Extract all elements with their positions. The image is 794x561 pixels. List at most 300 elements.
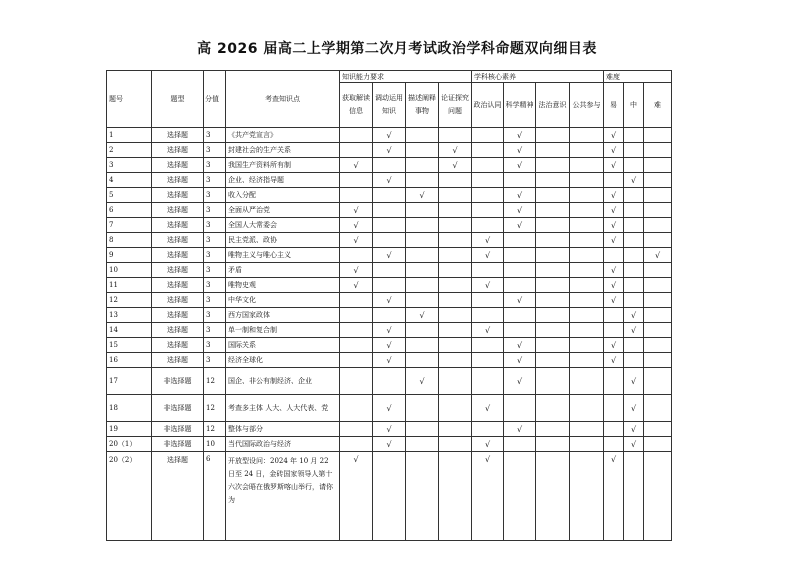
empty-cell xyxy=(624,293,644,308)
empty-cell xyxy=(536,308,570,323)
table-row xyxy=(107,395,672,422)
table-row xyxy=(107,218,672,233)
empty-cell xyxy=(536,263,570,278)
knowledge-point: 封建社会的生产关系 xyxy=(226,143,340,158)
empty-cell xyxy=(536,143,570,158)
question-type: 非选择题 xyxy=(152,368,204,395)
empty-cell xyxy=(373,188,406,203)
check-mark-cell: √ xyxy=(624,368,644,395)
empty-cell xyxy=(644,422,672,437)
empty-cell xyxy=(340,248,373,263)
empty-cell xyxy=(570,323,604,338)
empty-cell xyxy=(536,188,570,203)
empty-cell xyxy=(439,437,472,452)
empty-cell xyxy=(644,128,672,143)
question-type: 非选择题 xyxy=(152,422,204,437)
empty-cell xyxy=(604,308,624,323)
empty-cell xyxy=(406,278,439,293)
check-mark-cell: √ xyxy=(472,323,504,338)
check-mark-cell: √ xyxy=(624,308,644,323)
question-number: 12 xyxy=(107,293,152,308)
empty-cell xyxy=(604,395,624,422)
knowledge-point: 国际关系 xyxy=(226,338,340,353)
knowledge-point: 整体与部分 xyxy=(226,422,340,437)
empty-cell xyxy=(536,323,570,338)
empty-cell xyxy=(340,368,373,395)
empty-cell xyxy=(570,293,604,308)
check-mark-cell: √ xyxy=(604,188,624,203)
check-mark-cell: √ xyxy=(604,452,624,541)
question-type: 选择题 xyxy=(152,248,204,263)
header-difficulty-medium: 中 xyxy=(624,83,644,128)
check-mark-cell: √ xyxy=(604,278,624,293)
empty-cell xyxy=(472,218,504,233)
knowledge-point: 我国生产资料所有制 xyxy=(226,158,340,173)
empty-cell xyxy=(340,188,373,203)
check-mark-cell: √ xyxy=(340,278,373,293)
check-mark-cell: √ xyxy=(504,188,536,203)
empty-cell xyxy=(536,203,570,218)
header-ability-1: 获取解读信息 xyxy=(340,83,373,128)
empty-cell xyxy=(604,422,624,437)
spec-table-body xyxy=(107,128,672,541)
page-title: 高 2026 届高二上学期第二次月考试政治学科命题双向细目表 xyxy=(197,41,597,57)
question-type: 选择题 xyxy=(152,143,204,158)
empty-cell xyxy=(536,437,570,452)
empty-cell xyxy=(570,203,604,218)
question-score: 12 xyxy=(204,395,226,422)
header-literacy-2: 科学精神 xyxy=(504,83,536,128)
empty-cell xyxy=(536,233,570,248)
question-score: 3 xyxy=(204,308,226,323)
empty-cell xyxy=(536,173,570,188)
empty-cell xyxy=(472,158,504,173)
check-mark-cell: √ xyxy=(624,422,644,437)
table-row xyxy=(107,293,672,308)
check-mark-cell: √ xyxy=(406,188,439,203)
empty-cell xyxy=(624,278,644,293)
empty-cell xyxy=(373,218,406,233)
question-number: 17 xyxy=(107,368,152,395)
check-mark-cell: √ xyxy=(604,293,624,308)
check-mark-cell: √ xyxy=(472,437,504,452)
table-row xyxy=(107,248,672,263)
question-type: 非选择题 xyxy=(152,395,204,422)
question-score: 3 xyxy=(204,143,226,158)
check-mark-cell: √ xyxy=(472,248,504,263)
header-literacy-1: 政治认同 xyxy=(472,83,504,128)
question-type: 选择题 xyxy=(152,233,204,248)
knowledge-point: 当代国际政治与经济 xyxy=(226,437,340,452)
empty-cell xyxy=(472,203,504,218)
question-number: 18 xyxy=(107,395,152,422)
check-mark-cell: √ xyxy=(340,218,373,233)
check-mark-cell: √ xyxy=(604,263,624,278)
empty-cell xyxy=(536,368,570,395)
empty-cell xyxy=(644,263,672,278)
question-type: 选择题 xyxy=(152,128,204,143)
question-type: 选择题 xyxy=(152,173,204,188)
empty-cell xyxy=(406,395,439,422)
check-mark-cell: √ xyxy=(340,263,373,278)
empty-cell xyxy=(570,368,604,395)
empty-cell xyxy=(536,248,570,263)
empty-cell xyxy=(439,218,472,233)
empty-cell xyxy=(439,203,472,218)
knowledge-point: 全面从严治党 xyxy=(226,203,340,218)
empty-cell xyxy=(570,338,604,353)
empty-cell xyxy=(439,293,472,308)
question-score: 6 xyxy=(204,452,226,541)
knowledge-point: 经济全球化 xyxy=(226,353,340,368)
empty-cell xyxy=(536,353,570,368)
check-mark-cell: √ xyxy=(472,278,504,293)
check-mark-cell: √ xyxy=(624,437,644,452)
header-ability-2: 调动运用知识 xyxy=(373,83,406,128)
question-score: 3 xyxy=(204,338,226,353)
empty-cell xyxy=(536,278,570,293)
check-mark-cell: √ xyxy=(373,143,406,158)
empty-cell xyxy=(624,203,644,218)
empty-cell xyxy=(644,338,672,353)
question-number: 11 xyxy=(107,278,152,293)
question-score: 3 xyxy=(204,173,226,188)
empty-cell xyxy=(340,422,373,437)
check-mark-cell: √ xyxy=(373,422,406,437)
empty-cell xyxy=(570,278,604,293)
empty-cell xyxy=(536,128,570,143)
header-knowledge: 考查知识点 xyxy=(226,71,340,128)
empty-cell xyxy=(570,233,604,248)
empty-cell xyxy=(644,452,672,541)
knowledge-point: 唯物主义与唯心主义 xyxy=(226,248,340,263)
empty-cell xyxy=(406,203,439,218)
table-row xyxy=(107,158,672,173)
empty-cell xyxy=(439,248,472,263)
check-mark-cell: √ xyxy=(604,143,624,158)
check-mark-cell: √ xyxy=(373,437,406,452)
header-difficulty-hard: 难 xyxy=(644,83,672,128)
empty-cell xyxy=(504,323,536,338)
question-score: 3 xyxy=(204,203,226,218)
empty-cell xyxy=(340,338,373,353)
empty-cell xyxy=(406,128,439,143)
empty-cell xyxy=(406,248,439,263)
check-mark-cell: √ xyxy=(604,353,624,368)
check-mark-cell: √ xyxy=(373,395,406,422)
check-mark-cell: √ xyxy=(373,248,406,263)
question-type: 选择题 xyxy=(152,218,204,233)
header-no: 题号 xyxy=(107,71,152,128)
check-mark-cell: √ xyxy=(604,158,624,173)
question-type: 选择题 xyxy=(152,278,204,293)
empty-cell xyxy=(644,143,672,158)
question-score: 3 xyxy=(204,188,226,203)
empty-cell xyxy=(439,278,472,293)
empty-cell xyxy=(536,293,570,308)
empty-cell xyxy=(504,437,536,452)
spec-table xyxy=(106,70,672,541)
check-mark-cell: √ xyxy=(624,323,644,338)
empty-cell xyxy=(644,395,672,422)
empty-cell xyxy=(373,233,406,248)
question-score: 10 xyxy=(204,437,226,452)
question-type: 选择题 xyxy=(152,308,204,323)
empty-cell xyxy=(439,263,472,278)
empty-cell xyxy=(439,323,472,338)
header-score: 分值 xyxy=(204,71,226,128)
empty-cell xyxy=(406,293,439,308)
check-mark-cell: √ xyxy=(504,203,536,218)
table-row xyxy=(107,128,672,143)
empty-cell xyxy=(644,353,672,368)
empty-cell xyxy=(536,395,570,422)
empty-cell xyxy=(624,452,644,541)
question-type: 选择题 xyxy=(152,338,204,353)
question-score: 12 xyxy=(204,422,226,437)
empty-cell xyxy=(472,293,504,308)
question-type: 选择题 xyxy=(152,353,204,368)
empty-cell xyxy=(439,128,472,143)
empty-cell xyxy=(373,452,406,541)
empty-cell xyxy=(340,323,373,338)
question-number: 19 xyxy=(107,422,152,437)
empty-cell xyxy=(570,422,604,437)
question-score: 3 xyxy=(204,353,226,368)
empty-cell xyxy=(604,248,624,263)
knowledge-point: 企业、经济指导题 xyxy=(226,173,340,188)
question-score: 3 xyxy=(204,128,226,143)
empty-cell xyxy=(644,173,672,188)
empty-cell xyxy=(439,188,472,203)
check-mark-cell: √ xyxy=(604,218,624,233)
empty-cell xyxy=(472,308,504,323)
check-mark-cell: √ xyxy=(504,293,536,308)
table-row xyxy=(107,422,672,437)
knowledge-point: 国企、非公有制经济、企业 xyxy=(226,368,340,395)
empty-cell xyxy=(472,188,504,203)
header-difficulty-easy: 易 xyxy=(604,83,624,128)
empty-cell xyxy=(570,188,604,203)
knowledge-point: 开放型设问：2024 年 10 月 22 日至 24 日，金砖国家领导人第十六次会晤在俄罗斯喀山举行，请你为 xyxy=(226,452,340,541)
check-mark-cell: √ xyxy=(504,338,536,353)
empty-cell xyxy=(472,173,504,188)
question-number: 5 xyxy=(107,188,152,203)
empty-cell xyxy=(406,263,439,278)
question-type: 选择题 xyxy=(152,263,204,278)
empty-cell xyxy=(604,173,624,188)
empty-cell xyxy=(624,143,644,158)
empty-cell xyxy=(624,263,644,278)
table-row xyxy=(107,452,672,541)
header-literacy-group: 学科核心素养 xyxy=(472,71,604,83)
empty-cell xyxy=(644,203,672,218)
question-number: 20（1） xyxy=(107,437,152,452)
empty-cell xyxy=(373,203,406,218)
question-type: 选择题 xyxy=(152,293,204,308)
check-mark-cell: √ xyxy=(604,128,624,143)
header-type: 题型 xyxy=(152,71,204,128)
question-number: 3 xyxy=(107,158,152,173)
check-mark-cell: √ xyxy=(604,233,624,248)
check-mark-cell: √ xyxy=(504,422,536,437)
empty-cell xyxy=(504,278,536,293)
check-mark-cell: √ xyxy=(373,293,406,308)
empty-cell xyxy=(504,308,536,323)
empty-cell xyxy=(340,353,373,368)
empty-cell xyxy=(644,218,672,233)
empty-cell xyxy=(604,323,624,338)
question-score: 3 xyxy=(204,233,226,248)
question-score: 3 xyxy=(204,323,226,338)
empty-cell xyxy=(570,248,604,263)
check-mark-cell: √ xyxy=(406,308,439,323)
knowledge-point: 单一制和复合制 xyxy=(226,323,340,338)
empty-cell xyxy=(604,368,624,395)
empty-cell xyxy=(504,233,536,248)
empty-cell xyxy=(340,293,373,308)
question-type: 选择题 xyxy=(152,323,204,338)
empty-cell xyxy=(439,368,472,395)
knowledge-point: 民主党派、政协 xyxy=(226,233,340,248)
table-row xyxy=(107,353,672,368)
question-score: 3 xyxy=(204,218,226,233)
empty-cell xyxy=(570,158,604,173)
question-number: 1 xyxy=(107,128,152,143)
empty-cell xyxy=(570,128,604,143)
empty-cell xyxy=(340,437,373,452)
question-number: 16 xyxy=(107,353,152,368)
check-mark-cell: √ xyxy=(340,203,373,218)
empty-cell xyxy=(536,218,570,233)
empty-cell xyxy=(439,353,472,368)
check-mark-cell: √ xyxy=(373,173,406,188)
empty-cell xyxy=(644,368,672,395)
empty-cell xyxy=(472,338,504,353)
empty-cell xyxy=(373,158,406,173)
empty-cell xyxy=(570,143,604,158)
check-mark-cell: √ xyxy=(604,338,624,353)
empty-cell xyxy=(604,437,624,452)
question-score: 3 xyxy=(204,158,226,173)
empty-cell xyxy=(504,173,536,188)
header-difficulty-group: 难度 xyxy=(604,71,672,83)
empty-cell xyxy=(536,158,570,173)
empty-cell xyxy=(439,422,472,437)
check-mark-cell: √ xyxy=(504,368,536,395)
empty-cell xyxy=(504,248,536,263)
question-number: 20（2） xyxy=(107,452,152,541)
table-row xyxy=(107,308,672,323)
table-row xyxy=(107,173,672,188)
check-mark-cell: √ xyxy=(373,323,406,338)
empty-cell xyxy=(570,173,604,188)
empty-cell xyxy=(406,233,439,248)
check-mark-cell: √ xyxy=(644,248,672,263)
empty-cell xyxy=(406,338,439,353)
knowledge-point: 考查多主体 人大、人大代表、党 xyxy=(226,395,340,422)
empty-cell xyxy=(644,233,672,248)
check-mark-cell: √ xyxy=(624,395,644,422)
empty-cell xyxy=(472,368,504,395)
question-score: 3 xyxy=(204,248,226,263)
empty-cell xyxy=(624,188,644,203)
check-mark-cell: √ xyxy=(504,218,536,233)
empty-cell xyxy=(570,263,604,278)
question-number: 14 xyxy=(107,323,152,338)
check-mark-cell: √ xyxy=(373,338,406,353)
empty-cell xyxy=(373,278,406,293)
empty-cell xyxy=(406,422,439,437)
empty-cell xyxy=(570,395,604,422)
header-ability-group: 知识能力要求 xyxy=(340,71,472,83)
question-number: 4 xyxy=(107,173,152,188)
empty-cell xyxy=(644,437,672,452)
header-literacy-4: 公共参与 xyxy=(570,83,604,128)
empty-cell xyxy=(644,293,672,308)
empty-cell xyxy=(644,278,672,293)
empty-cell xyxy=(439,395,472,422)
empty-cell xyxy=(406,353,439,368)
question-type: 选择题 xyxy=(152,203,204,218)
table-row xyxy=(107,278,672,293)
empty-cell xyxy=(439,173,472,188)
question-number: 15 xyxy=(107,338,152,353)
empty-cell xyxy=(504,395,536,422)
check-mark-cell: √ xyxy=(472,395,504,422)
empty-cell xyxy=(624,158,644,173)
empty-cell xyxy=(373,263,406,278)
empty-cell xyxy=(644,188,672,203)
empty-cell xyxy=(504,263,536,278)
empty-cell xyxy=(439,308,472,323)
table-row xyxy=(107,143,672,158)
empty-cell xyxy=(439,338,472,353)
empty-cell xyxy=(406,218,439,233)
question-score: 3 xyxy=(204,263,226,278)
empty-cell xyxy=(570,452,604,541)
empty-cell xyxy=(373,368,406,395)
empty-cell xyxy=(406,323,439,338)
table-row xyxy=(107,338,672,353)
empty-cell xyxy=(472,263,504,278)
empty-cell xyxy=(340,173,373,188)
empty-cell xyxy=(439,452,472,541)
check-mark-cell: √ xyxy=(439,158,472,173)
empty-cell xyxy=(472,143,504,158)
empty-cell xyxy=(406,143,439,158)
empty-cell xyxy=(472,353,504,368)
check-mark-cell: √ xyxy=(406,368,439,395)
knowledge-point: 唯物史观 xyxy=(226,278,340,293)
question-type: 非选择题 xyxy=(152,437,204,452)
empty-cell xyxy=(340,128,373,143)
check-mark-cell: √ xyxy=(472,452,504,541)
knowledge-point: 《共产党宣言》 xyxy=(226,128,340,143)
question-score: 3 xyxy=(204,293,226,308)
empty-cell xyxy=(373,308,406,323)
check-mark-cell: √ xyxy=(624,173,644,188)
empty-cell xyxy=(340,395,373,422)
check-mark-cell: √ xyxy=(439,143,472,158)
knowledge-point: 中华文化 xyxy=(226,293,340,308)
empty-cell xyxy=(570,437,604,452)
knowledge-point: 全国人大常委会 xyxy=(226,218,340,233)
empty-cell xyxy=(439,233,472,248)
empty-cell xyxy=(624,128,644,143)
check-mark-cell: √ xyxy=(504,353,536,368)
empty-cell xyxy=(624,353,644,368)
